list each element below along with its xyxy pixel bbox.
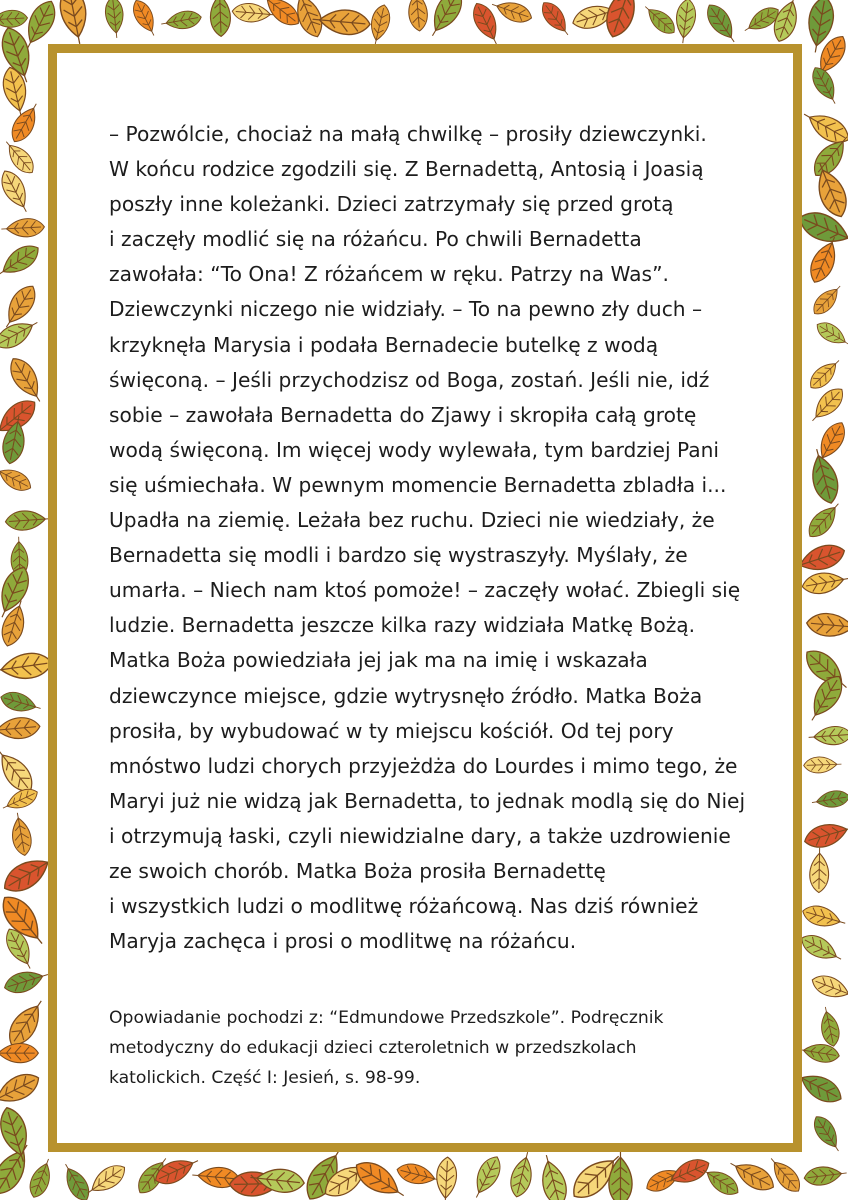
story-line: Maryi już nie widzą jak Bernadetta, to jednak modlą się do Niej [109,788,746,813]
leaf-icon [809,848,829,893]
leaf-icon [26,1156,57,1200]
story-line: W końcu rodzice zgodzili się. Z Bernadettą, Antosią i Joasią [109,157,704,182]
leaf-icon [395,1161,442,1190]
source-line: Opowiadanie pochodzi z: “Edmundowe Przedszkole”. Podręcznik [109,1008,664,1028]
source-line: katolickich. Część I: Jesień, s. 98-99. [109,1068,421,1088]
leaf-icon [817,1005,842,1048]
leaf-icon [809,281,846,319]
leaf-icon [58,1160,94,1200]
leaf-icon [811,789,848,811]
leaf-icon [6,99,44,146]
leaf-icon [802,818,848,852]
story-line: ludzie. Bernadetta jeszcze kilka razy widziała Matkę Bożą. [109,613,696,638]
leaf-icon [809,1112,846,1156]
story-line: sobie – zawołała Bernadetta do Zjawy i skropiła całą grotę [109,402,697,427]
leaf-icon [537,0,575,40]
leaf-icon [770,0,805,45]
leaf-icon [468,1153,506,1200]
leaf-icon [809,971,848,1004]
leaf-icon [0,240,44,283]
leaf-icon [423,0,468,41]
story-line: Matka Boża powiedziała jej jak ma na imię i wskazała [109,648,648,673]
leaf-icon [0,314,42,354]
leaf-icon [673,0,697,44]
leaf-icon [808,725,848,746]
leaf-icon [0,650,54,682]
leaf-icon [805,355,844,394]
leaf-icon [803,756,841,773]
leaf-icon [0,462,35,496]
leaf-icon [601,0,644,41]
leaf-icon [797,930,845,967]
leaf-icon [0,167,35,217]
leaf-icon [806,612,848,639]
leaf-icon [0,1068,44,1112]
leaf-icon [435,1157,457,1200]
leaf-icon [104,0,126,39]
story-line: wodą święconą. Im więcej wody wylewała, tym bardziej Pani [109,437,720,462]
leaf-icon [8,811,33,857]
leaf-icon [0,689,43,717]
leaf-icon [2,995,50,1051]
story-line: umarła. – Niech nam ktoś pomoże! – zaczęły wołać. Zbiegli się [109,578,741,603]
text-panel [48,44,802,1152]
story-line: ze swoich chorób. Matka Boża prosiła Bernadettę [109,858,606,883]
story-line: Upadła na ziemię. Leżała bez ruchu. Dzieci nie wiedziały, że [109,508,715,533]
story-line: prosiła, by wybudować w ty miejscu kościół. Od tej pory [109,718,674,743]
leaf-icon [806,383,848,427]
leaf-icon [702,0,742,47]
leaf-icon [764,1153,805,1197]
story-line: Bernadetta się modli i bardzo się wystraszyły. Myślały, że [109,543,688,568]
story-line: Maryja zachęca i prosi o modlitwę na różańcu. [109,929,577,954]
story-line: i wszystkich ludzi o modlitwę różańcową. Nas dziś również [109,894,699,919]
leaf-icon [160,9,203,33]
leaf-icon [0,10,28,29]
source-line: metodyczny do edukacji dzieci czteroletnich w przedszkolach [109,1038,637,1058]
leaf-icon [2,965,51,996]
leaf-icon [800,902,848,932]
leaf-icon [801,569,848,597]
leaf-icon [0,1043,38,1062]
story-line: poszły inne koleżanki. Dzieci zatrzymały się przed grotą [109,192,674,217]
leaf-icon [803,1164,848,1187]
leaf-icon [507,1150,537,1199]
leaf-icon [489,0,534,26]
leaf-icon [5,509,52,531]
leaf-icon [640,1,680,39]
leaf-icon [151,1152,202,1190]
leaf-icon [609,1151,632,1200]
leaf-icon [803,498,845,543]
story-line: się uśmiechała. W pewnym momencie Bernadetta zbladła i... [109,472,727,497]
leaf-icon [0,716,41,741]
story-line: i otrzymują łaski, czyli niewidzialne dary, a także uzdrowienie [109,823,731,848]
leaf-icon [1,218,45,238]
story-line: dziewczynce miejsce, gdzie wytrysnęło źródło. Matka Boża [109,683,703,708]
story-line: i zaczęły modlić się na różańcu. Po chwili Bernadetta [109,227,642,252]
source-note [109,1003,759,1093]
leaf-icon [129,0,162,39]
leaf-icon [4,353,49,407]
leaf-icon [56,0,91,46]
leaf-icon [536,1152,571,1200]
story-line: zawołała: “To Ona! Z różańcem w ręku. Patrzy na Was”. [109,262,669,287]
story-line: Dziewczynki niczego nie widziały. – To na pewno zły duch – [109,297,703,322]
leaf-icon [209,0,231,37]
story-line: krzyknęła Marysia i podała Bernadecie butelkę z wodą [109,332,659,357]
story-line: – Pozwólcie, chociaż na małą chwilkę – prosiły dziewczynki. [109,122,707,146]
story-line: święconą. – Jeśli przychodzisz od Boga, zostań. Jeśli nie, idź [109,367,710,392]
story-text [109,117,759,959]
leaf-icon [367,3,393,47]
leaf-icon [407,0,429,32]
leaf-icon [350,1155,410,1200]
leaf-icon [82,1160,130,1200]
leaf-icon [813,318,848,351]
story-line: mnóstwo ludzi chorych przyjeżdża do Lourdes i mimo tego, że [109,753,738,778]
